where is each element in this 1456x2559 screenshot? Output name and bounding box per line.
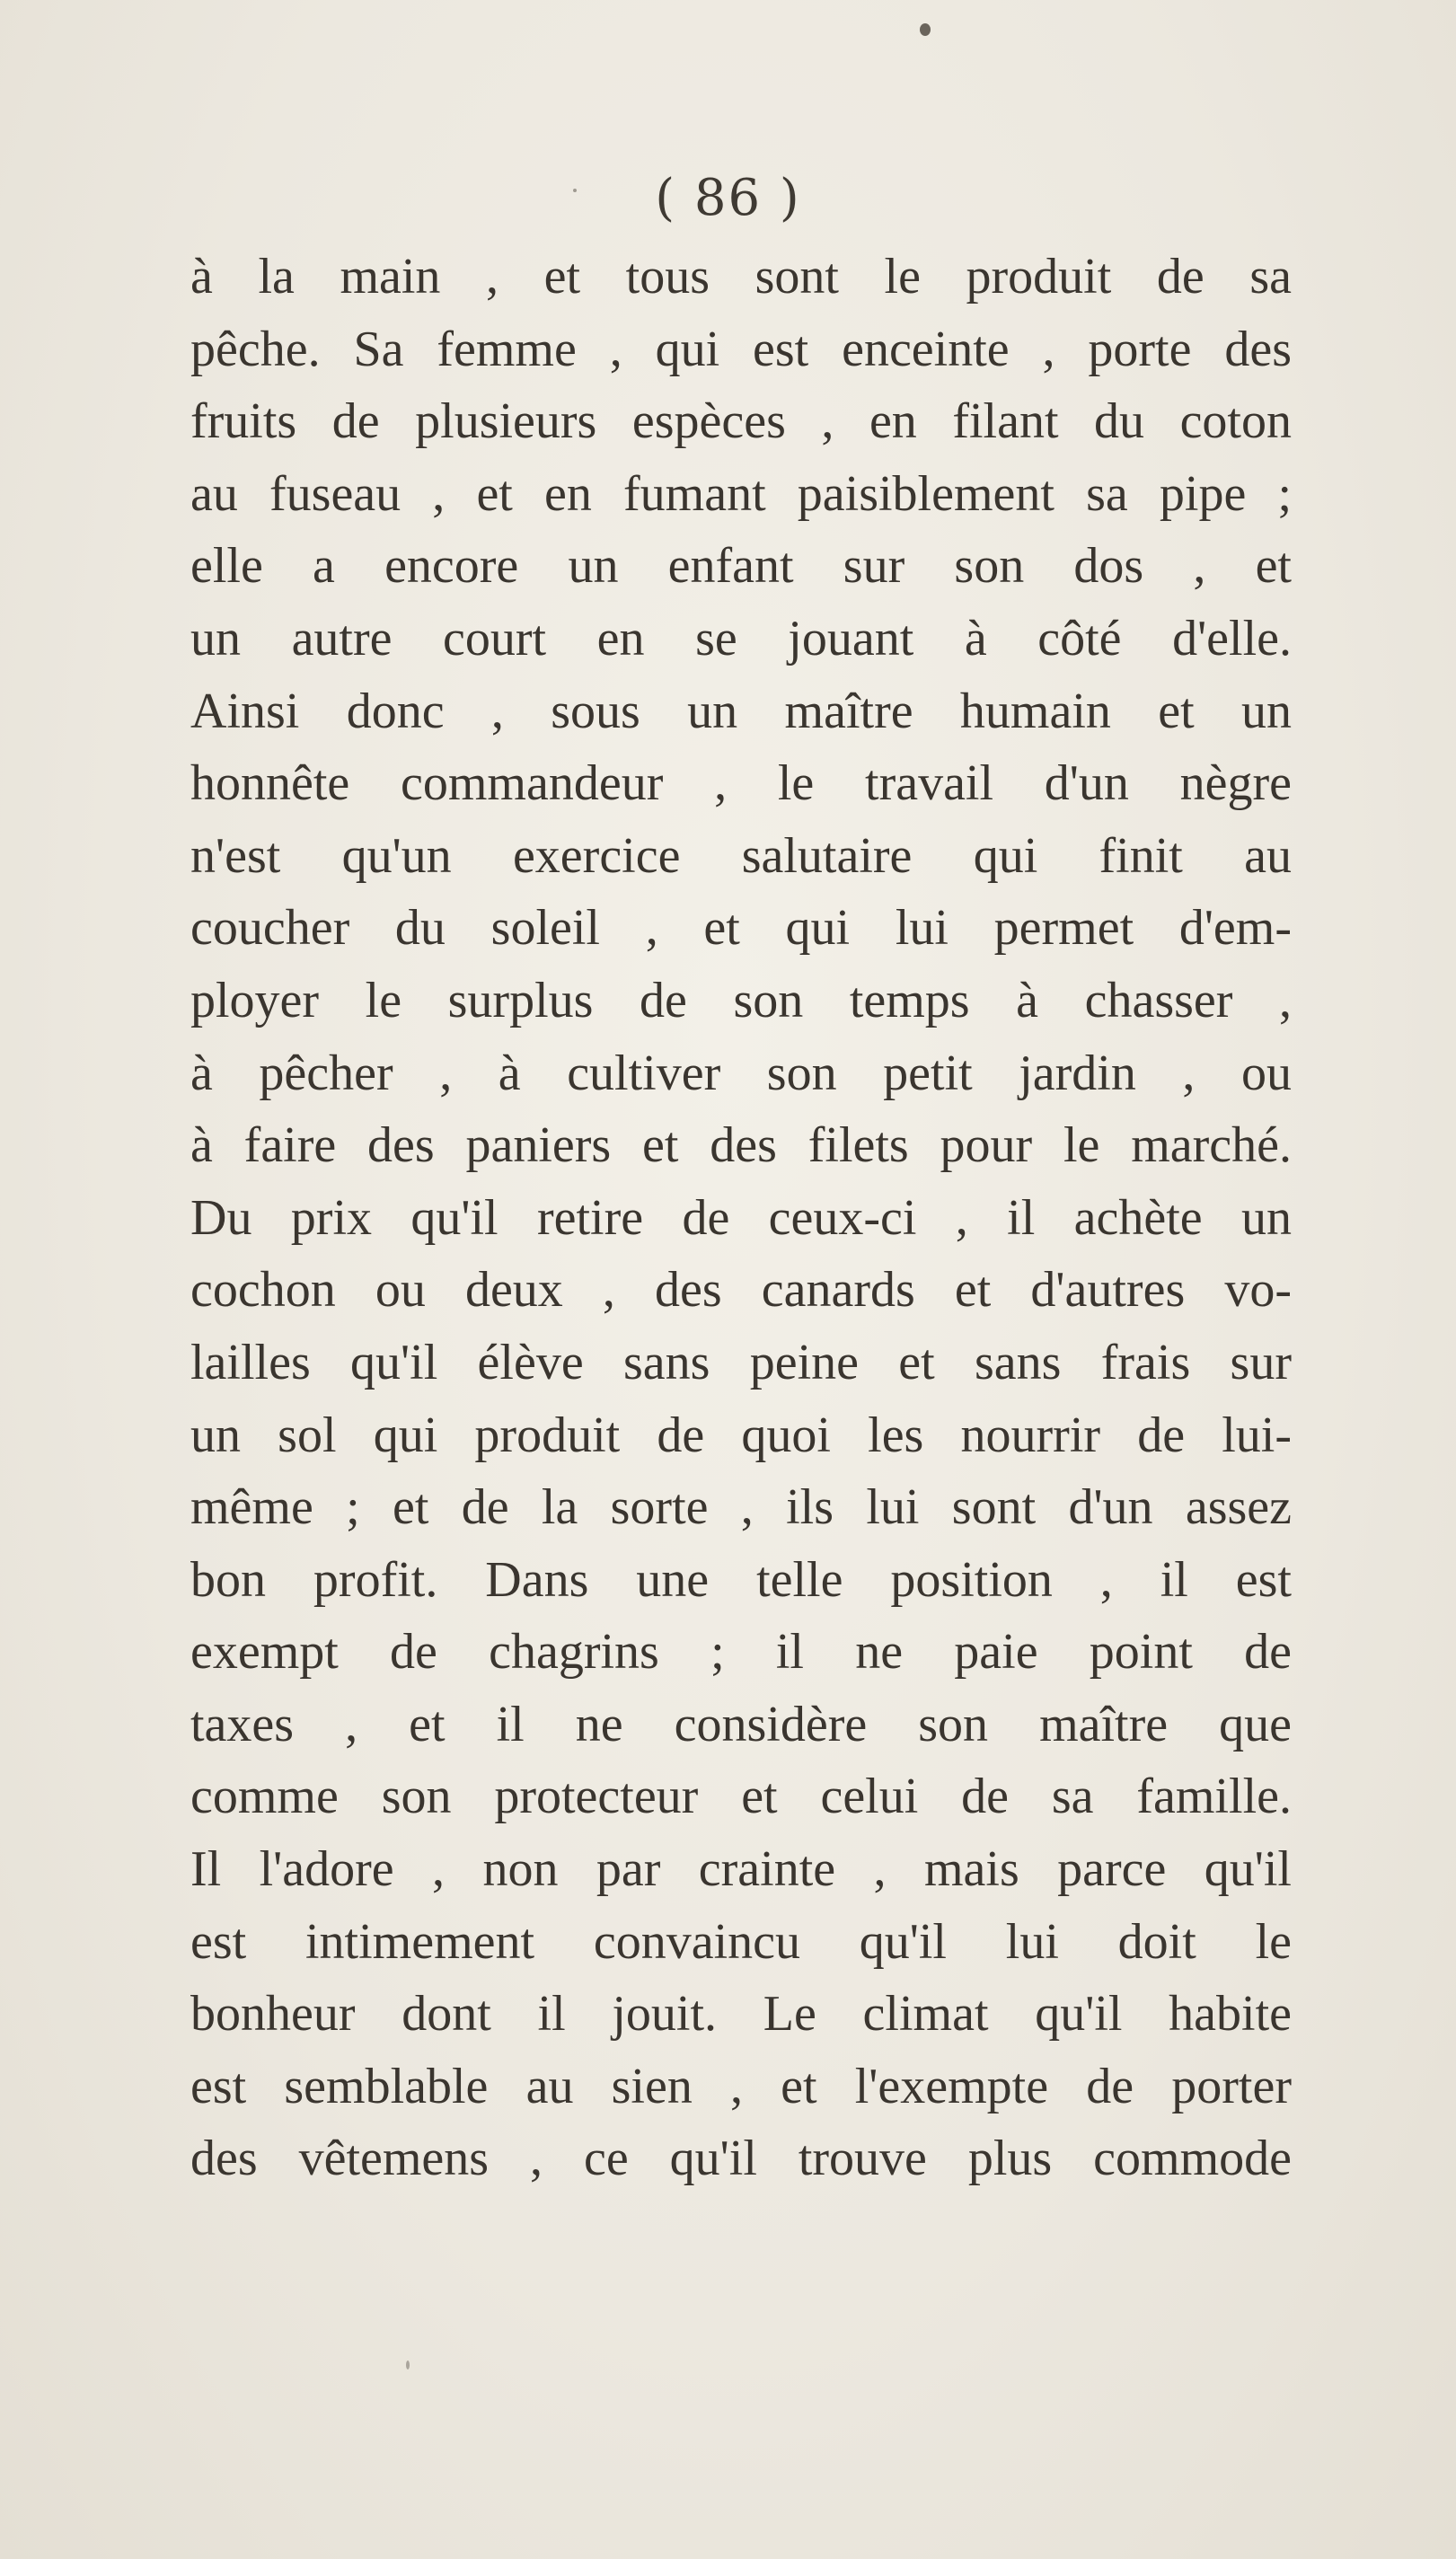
page-number: ( 86 ) [655,169,801,227]
text-line: à faire des paniers et des filets pour le marché. [190,1117,1292,1174]
text-line: comme son protecteur et celui de sa famille. [190,1769,1292,1825]
text-line: exempt de chagrins ; il ne paie point de [190,1624,1292,1681]
text-line: lailles qu'il élève sans peine et sans frais sur [190,1334,1292,1390]
text-line: à la main , et tous sont le produit de sa [190,249,1292,304]
text-line: fruits de plusieurs espèces , en filant du coton [190,393,1292,450]
body-text [190,241,1292,2195]
text-line: un autre court en se jouant à côté d'elle. [190,610,1292,666]
text-line: au fuseau , et en fumant paisiblement sa pipe ; [190,465,1292,522]
text-line: cochon ou deux , des canards et d'autres vo- [190,1262,1292,1319]
text-line: elle a encore un enfant sur son dos , et [190,538,1292,595]
text-line: un sol qui produit de quoi les nourrir de lui- [190,1407,1292,1463]
text-line: n'est qu'un exercice salutaire qui finit au [190,827,1292,884]
text-line: bonheur dont il jouit. Le climat qu'il habite [190,1986,1292,2043]
text-line: pêche. Sa femme , qui est enceinte , porte des [190,321,1292,377]
text-line: Du prix qu'il retire de ceux-ci , il achète un [190,1189,1292,1246]
text-line: honnête commandeur , le travail d'un nègre [190,755,1292,812]
text-line: bon profit. Dans une telle position , il est [190,1551,1292,1608]
text-line: coucher du soleil , et qui lui permet d'em- [190,900,1292,957]
text-line: Ainsi donc , sous un maître humain et un [190,683,1292,739]
text-line: taxes , et il ne considère son maître que [190,1696,1292,1752]
text-line: à pêcher , à cultiver son petit jardin , ou [190,1045,1292,1101]
text-line: est intimement convaincu qu'il lui doit le [190,1913,1292,1970]
text-line: même ; et de la sorte , ils lui sont d'un assez [190,1479,1292,1536]
ink-speck-top [920,23,931,36]
text-line: ployer le surplus de son temps à chasser , [190,972,1292,1028]
text-line: des vêtemens , ce qu'il trouve plus commode [190,2131,1292,2187]
text-line: Il l'adore , non par crainte , mais parce qu'il [190,1841,1292,1898]
ink-speck-bottom [406,2360,410,2369]
text-line: est semblable au sien , et l'exempte de porter [190,2058,1292,2114]
